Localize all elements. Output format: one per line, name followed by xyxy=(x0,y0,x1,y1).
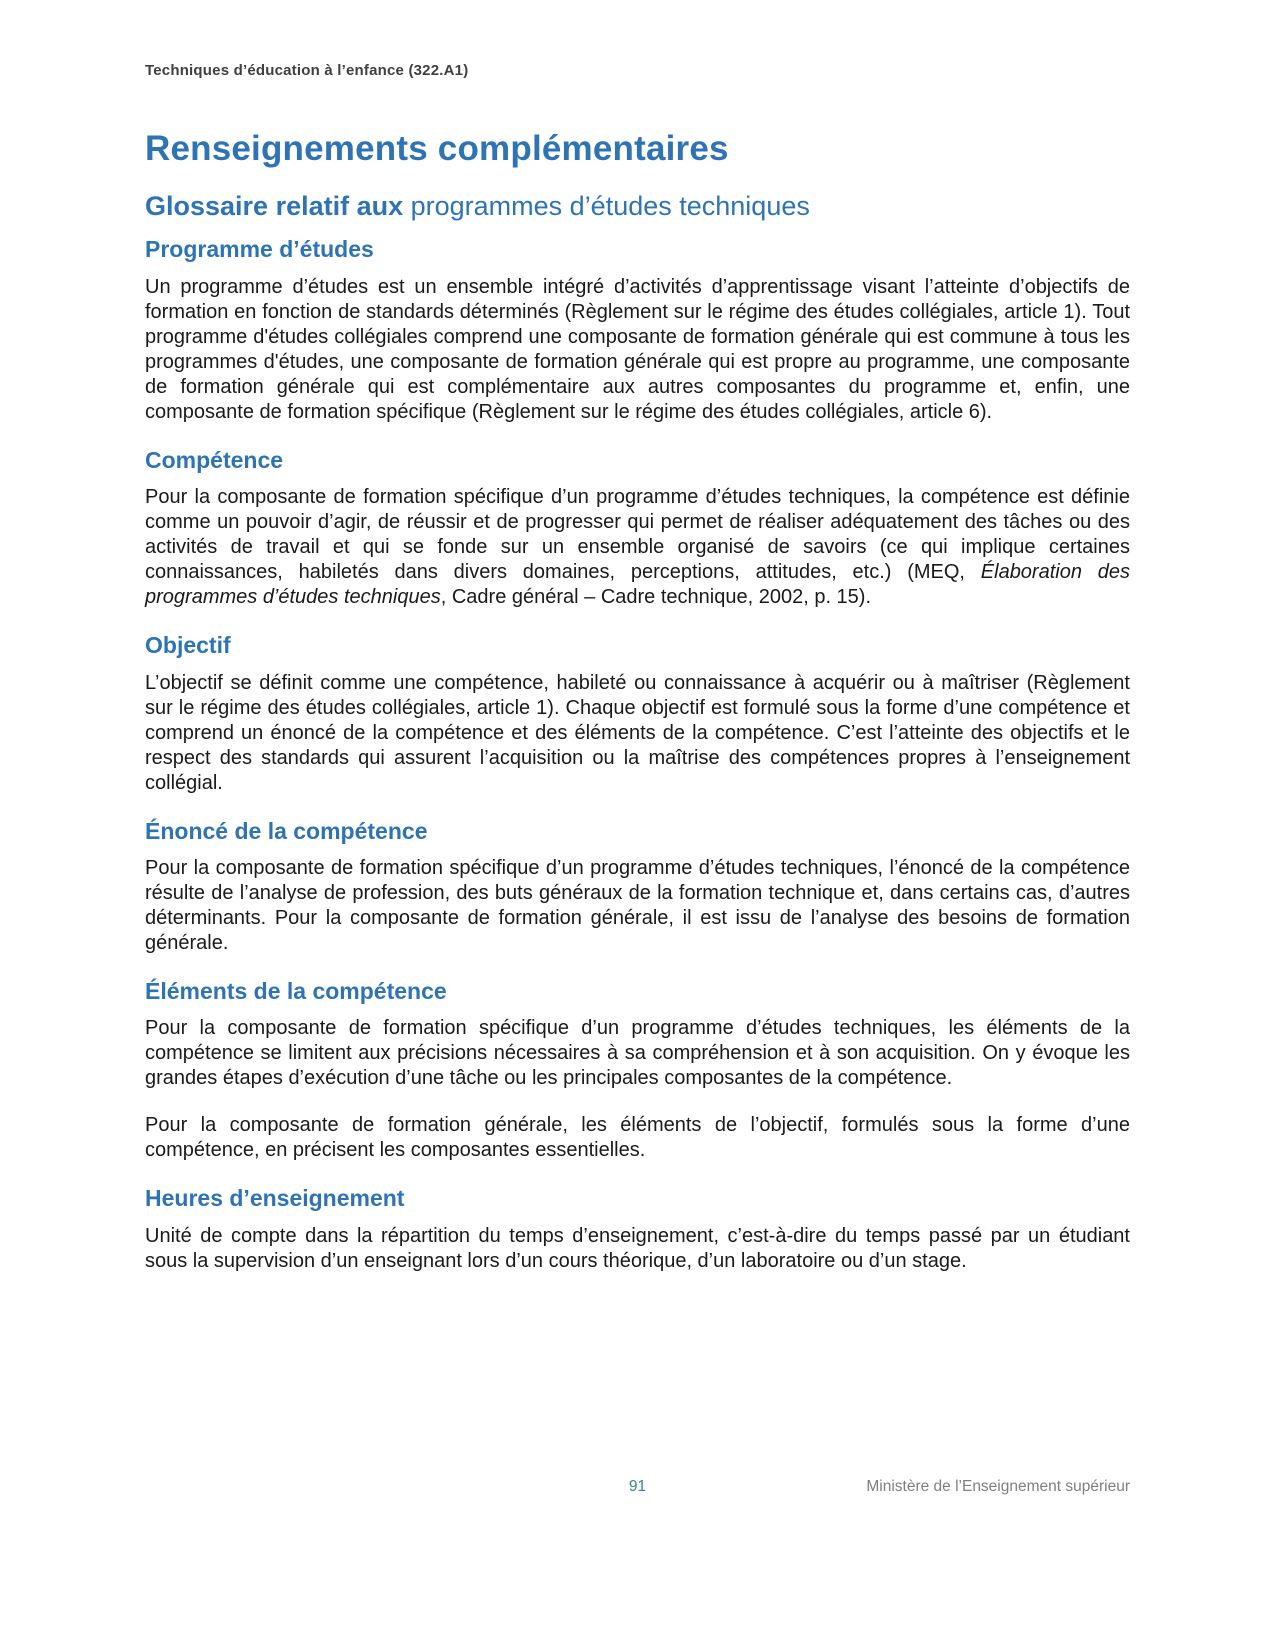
section-heures-denseignement xyxy=(145,1185,1130,1273)
citation-title: Élaboration des programmes d’études techniques xyxy=(145,561,1130,609)
section-heading: Compétence xyxy=(145,446,284,473)
page-footer xyxy=(145,1478,1130,1500)
section-competence xyxy=(145,447,1130,610)
ministry-label: Ministère de l’Enseignement supérieur xyxy=(866,1478,1130,1495)
paragraph: Unité de compte dans la répartition du temps d’enseignement, c’est-à-dire du temps passé par un étudiant sous la supervision d’un enseignant lors d’un cours théorique, d’un laboratoire ou d’un stage. xyxy=(145,1224,1130,1272)
glossary-title xyxy=(145,191,1130,222)
section-heading: Objectif xyxy=(145,632,231,659)
page-content xyxy=(145,0,1130,1296)
paragraph: Pour la composante de formation spécifique d’un programme d’études techniques, l’énoncé de la compétence résulte de l’analyse de profession, des buts généraux de la formation technique et, dans certains cas, d’autres déterminants. Pour la composante de formation générale, il est issu de l’analyse des besoins de formation générale. xyxy=(145,857,1130,955)
section-heading: Heures d’enseignement xyxy=(145,1185,405,1212)
section-heading: Programme d’études xyxy=(145,236,374,263)
section-enonce-de-la-competence xyxy=(145,818,1130,956)
section-objectif xyxy=(145,632,1130,795)
section-programme-detudes xyxy=(145,236,1130,424)
running-header: Techniques d’éducation à l’enfance (322.A1) xyxy=(145,62,469,79)
paragraph: L’objectif se définit comme une compétence, habileté ou connaissance à acquérir ou à maîtriser (Règlement sur le régime des études collégiales, article 1). Chaque objectif est formulé sous la forme d’une compétence et comprend un énoncé de la compétence et des éléments de la compétence. C’est l’atteinte des objectifs et le respect des standards qui assurent l’acquisition ou la maîtrise des compétences propres à l’enseignement collégial. xyxy=(145,671,1130,794)
paragraph: Pour la composante de formation spécifique d’un programme d’études techniques, les éléments de la compétence se limitent aux précisions nécessaires à sa compréhension et à son acquisition. On y évoque les grandes étapes d’exécution d’une tâche ou les principales composantes de la compétence. xyxy=(145,1017,1130,1090)
glossary-title-regular: programmes d’études techniques xyxy=(410,191,810,222)
paragraph-text-after: , Cadre général – Cadre technique, 2002, p. 15). xyxy=(440,586,872,609)
paragraph-text-before: Pour la composante de formation spécifique d’un programme d’études techniques, la compétence est définie comme un pouvoir d’agir, de réussir et de progresser qui permet de réaliser adéquatement des tâches ou des activités de travail et qui se fonde sur un ensemble organisé de savoirs (ce qui implique certaines connaissances, habiletés dans divers domaines, perceptions, attitudes, etc.) (MEQ, xyxy=(145,486,1130,584)
paragraph xyxy=(145,485,1130,610)
glossary-title-bold: Glossaire relatif aux xyxy=(145,191,411,222)
page-title: Renseignements complémentaires xyxy=(145,129,729,168)
page-number: 91 xyxy=(628,1478,647,1495)
section-heading: Énoncé de la compétence xyxy=(145,817,428,844)
paragraph: Un programme d’études est un ensemble intégré d’activités d’apprentissage visant l’atteinte d’objectifs de formation en fonction de standards déterminés (Règlement sur le régime des études collégiales, article 1). Tout programme d'études collégiales comprend une composante de formation générale qui est commune à tous les programmes d'études, une composante de formation générale qui est propre au programme, une composante de formation générale qui est complémentaire aux autres composantes du programme et, enfin, une composante de formation spécifique (Règlement sur le régime des études collégiales, article 6). xyxy=(145,275,1130,423)
paragraph: Pour la composante de formation générale, les éléments de l’objectif, formulés sous la forme d’une compétence, en précisent les composantes essentielles. xyxy=(145,1114,1130,1162)
section-heading: Éléments de la compétence xyxy=(145,978,447,1005)
section-elements-de-la-competence xyxy=(145,978,1130,1163)
